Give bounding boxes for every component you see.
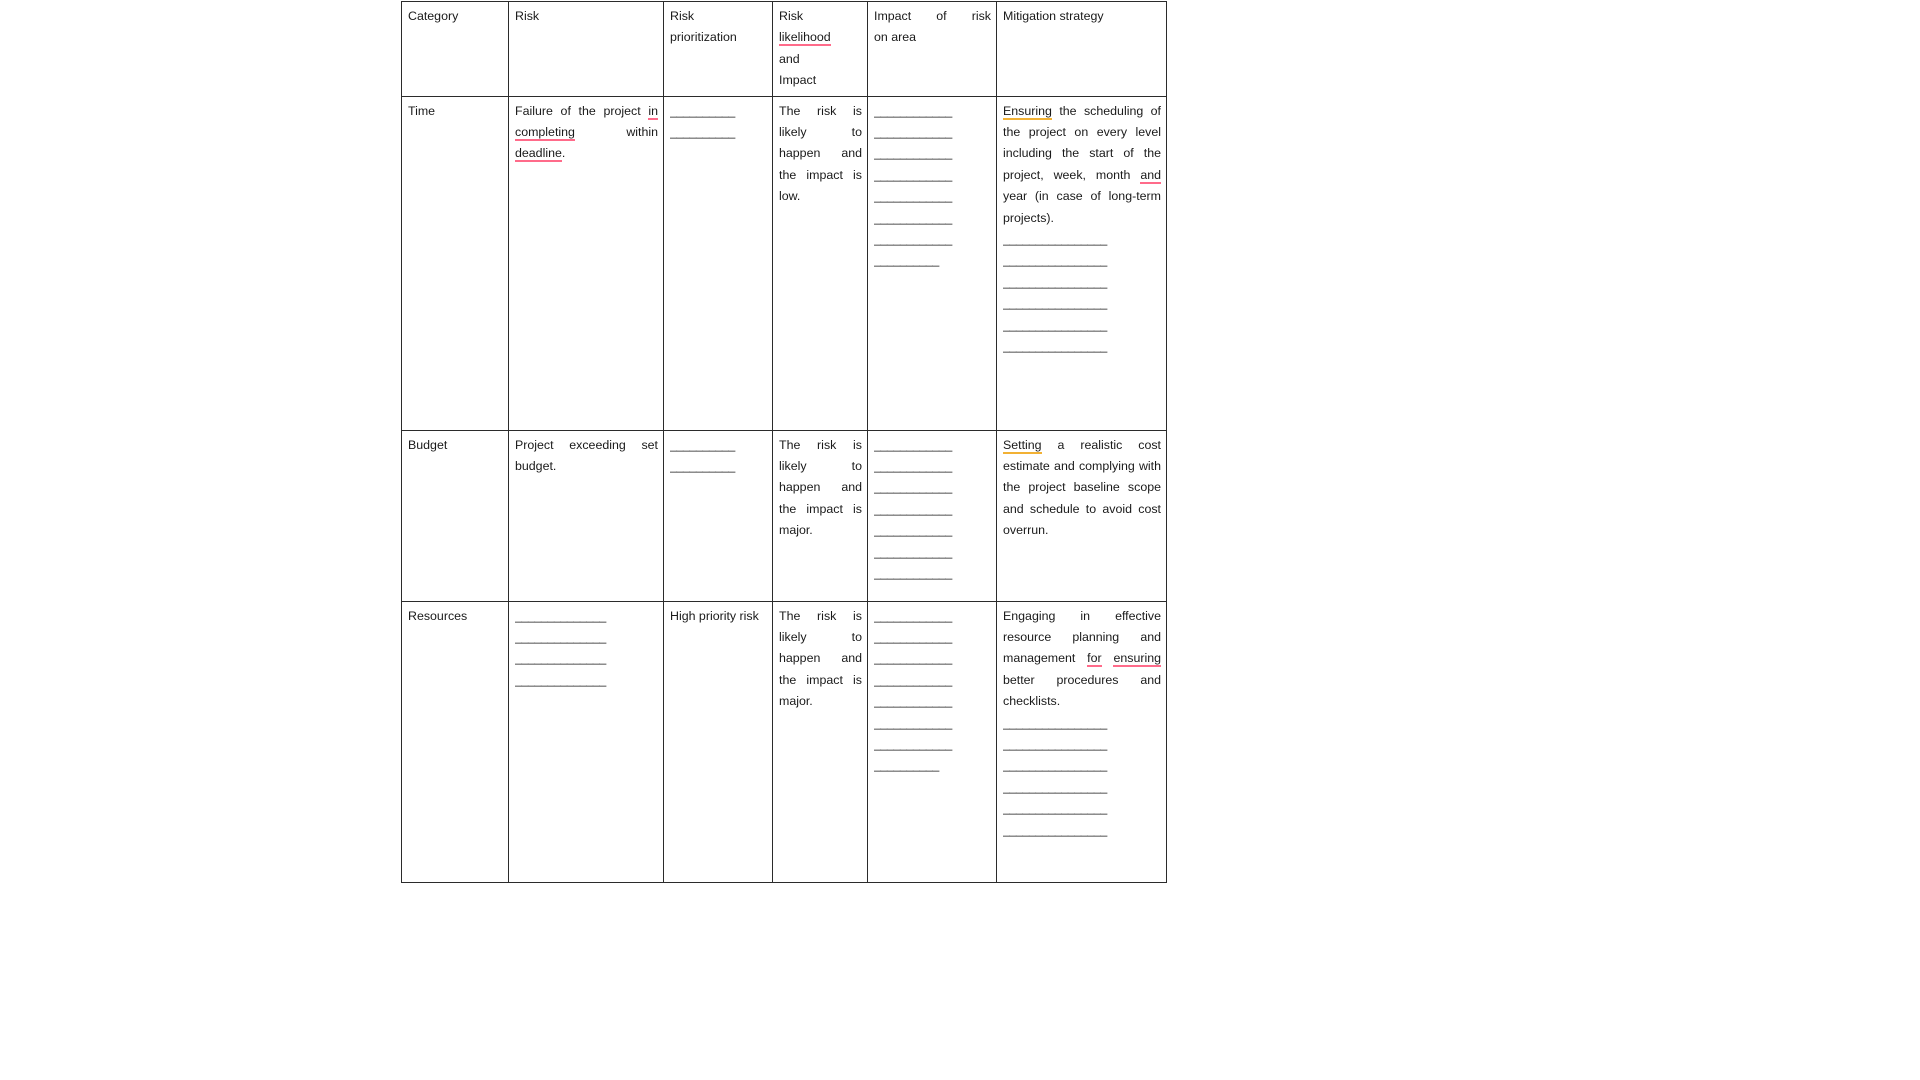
- column-header-impact-line2: on area: [874, 30, 917, 45]
- risk-text: Failure of the project in completing within deadline.: [515, 103, 658, 161]
- cell-risk: [509, 96, 664, 430]
- grammar-error-underline: deadline: [515, 146, 562, 161]
- redacted-line: ______________: [515, 608, 606, 623]
- redacted-line: __________: [670, 103, 735, 118]
- cell-impact-of-risk-on-area: [868, 96, 997, 430]
- redacted-line: ______________: [515, 651, 606, 666]
- cell-impact-of-risk-on-area: [868, 601, 997, 882]
- redacted-line: __________: [874, 758, 939, 773]
- risk-register-table: [401, 1, 1167, 883]
- column-header-category-label: Category: [408, 9, 459, 23]
- redacted-line: ________________: [1003, 822, 1107, 837]
- redacted-line: ____________: [874, 103, 952, 118]
- mitigation-text: Setting a realistic cost estimate and complying with the project baseline scope and schedule to avoid cost overrun.: [1003, 437, 1161, 538]
- redacted-line: ______________: [515, 630, 606, 645]
- redacted-line: ________________: [1003, 737, 1107, 752]
- table-row: [402, 601, 1167, 882]
- grammar-error-underline: for: [1087, 651, 1102, 666]
- risk-likelihood-text: The risk is likely to happen and the impact is low.: [779, 103, 862, 204]
- column-header-risk-likelihood-line1: Risk: [779, 9, 804, 23]
- redacted-line: ________________: [1003, 317, 1107, 332]
- redacted-line: ____________: [874, 544, 952, 559]
- redacted-line: ____________: [874, 651, 952, 666]
- column-header-mitigation-strategy-label: Mitigation strategy: [1003, 9, 1104, 23]
- redacted-line: ____________: [874, 125, 952, 140]
- cell-category: [402, 96, 509, 430]
- redacted-line: ________________: [1003, 779, 1107, 794]
- redacted-line: ____________: [874, 167, 952, 182]
- redacted-line: ____________: [874, 630, 952, 645]
- table-body: [402, 96, 1167, 882]
- column-header-impact-of-risk-on-area: [868, 2, 997, 97]
- redacted-line: __________: [874, 253, 939, 268]
- column-header-impact-line1: Impact of risk: [874, 9, 991, 23]
- cell-risk-prioritization: [664, 430, 773, 601]
- cell-risk-prioritization: [664, 96, 773, 430]
- redacted-line: ____________: [874, 694, 952, 709]
- cell-risk-prioritization: [664, 601, 773, 882]
- column-header-risk-likelihood-impact: [773, 2, 868, 97]
- redacted-line: ____________: [874, 608, 952, 623]
- redacted-line: ____________: [874, 189, 952, 204]
- column-header-risk-likelihood-line4: Impact: [779, 73, 817, 88]
- column-header-risk-label: Risk: [515, 9, 540, 23]
- grammar-error-underline: in: [648, 103, 658, 118]
- redacted-line: ____________: [874, 715, 952, 730]
- spelling-error-underline: Ensuring: [1003, 103, 1052, 118]
- risk-text: Project exceeding set budget.: [515, 437, 658, 474]
- redacted-line: ____________: [874, 523, 952, 538]
- redacted-line: ____________: [874, 146, 952, 161]
- cell-risk: [509, 430, 664, 601]
- redacted-line: ________________: [1003, 801, 1107, 816]
- table-row: [402, 430, 1167, 601]
- column-header-risk-prioritization-line2: prioritization: [670, 30, 737, 45]
- cell-risk-likelihood-impact: [773, 430, 868, 601]
- column-header-mitigation-strategy: [997, 2, 1167, 97]
- category-value: Resources: [408, 608, 468, 623]
- column-header-risk: [509, 2, 664, 97]
- cell-risk: [509, 601, 664, 882]
- grammar-error-underline: completing: [515, 125, 575, 140]
- cell-risk-likelihood-impact: [773, 96, 868, 430]
- table-header-row: [402, 2, 1167, 97]
- redacted-line: ____________: [874, 437, 952, 452]
- redacted-line: ____________: [874, 566, 952, 581]
- redacted-line: ____________: [874, 501, 952, 516]
- risk-likelihood-text: The risk is likely to happen and the impact is major.: [779, 437, 862, 538]
- column-header-risk-prioritization-line1: Risk: [670, 9, 695, 23]
- redacted-line: ____________: [874, 210, 952, 225]
- cell-impact-of-risk-on-area: [868, 430, 997, 601]
- redacted-line: ________________: [1003, 232, 1107, 247]
- redacted-line: ____________: [874, 737, 952, 752]
- grammar-error-underline: ensuring: [1113, 651, 1161, 666]
- redacted-line: ________________: [1003, 296, 1107, 311]
- risk-prioritization-text: High priority risk: [670, 608, 759, 623]
- redacted-line: __________: [670, 125, 735, 140]
- cell-category: [402, 430, 509, 601]
- redacted-line: ________________: [1003, 253, 1107, 268]
- redacted-line: __________: [670, 459, 735, 474]
- column-header-risk-likelihood-line3: and: [779, 51, 800, 66]
- category-value: Time: [408, 103, 436, 118]
- redacted-line: ____________: [874, 232, 952, 247]
- redacted-line: ____________: [874, 459, 952, 474]
- cell-mitigation-strategy: [997, 96, 1167, 430]
- spelling-error-underline: Setting: [1003, 437, 1042, 452]
- table-row: [402, 96, 1167, 430]
- redacted-line: ____________: [874, 672, 952, 687]
- redacted-line: ________________: [1003, 339, 1107, 354]
- redacted-line: ________________: [1003, 274, 1107, 289]
- column-header-risk-likelihood-line2: likelihood: [779, 30, 831, 45]
- column-header-risk-prioritization: [664, 2, 773, 97]
- redacted-line: ______________: [515, 672, 606, 687]
- mitigation-text: Ensuring the scheduling of the project on every level including the start of the project, week, month and year (in case of long-term projects).: [1003, 103, 1161, 225]
- column-header-category: [402, 2, 509, 97]
- cell-mitigation-strategy: [997, 430, 1167, 601]
- grammar-error-underline: and: [1140, 167, 1161, 182]
- redacted-line: ________________: [1003, 715, 1107, 730]
- redacted-line: __________: [670, 437, 735, 452]
- redacted-line: ____________: [874, 480, 952, 495]
- redacted-line: ________________: [1003, 758, 1107, 773]
- category-value: Budget: [408, 437, 448, 452]
- cell-risk-likelihood-impact: [773, 601, 868, 882]
- mitigation-text: Engaging in effective resource planning and management for ensuring better procedures and checklists.: [1003, 608, 1161, 709]
- cell-mitigation-strategy: [997, 601, 1167, 882]
- table-header: [402, 2, 1167, 97]
- risk-likelihood-text: The risk is likely to happen and the impact is major.: [779, 608, 862, 709]
- cell-category: [402, 601, 509, 882]
